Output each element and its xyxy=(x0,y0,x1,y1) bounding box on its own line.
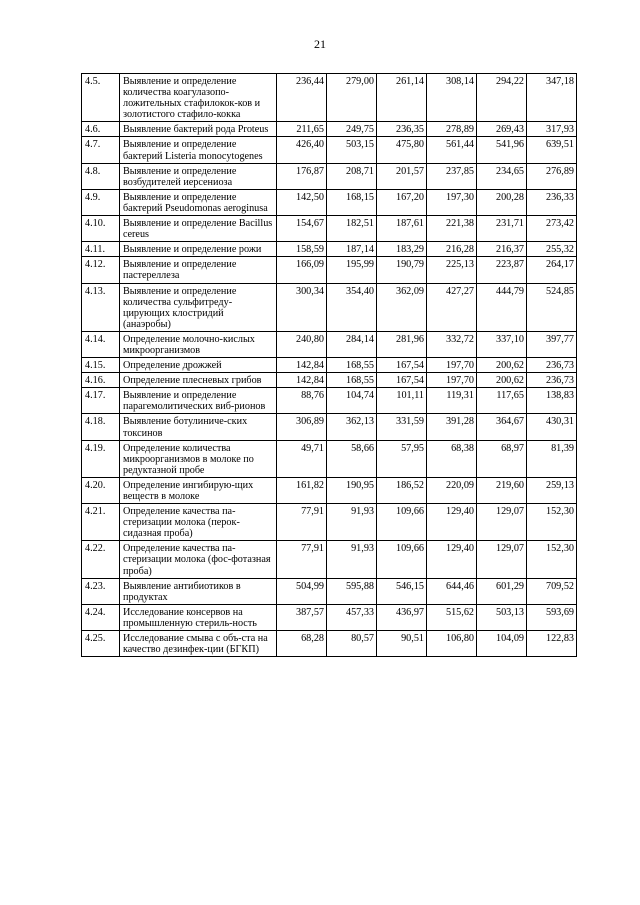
price-cell: 236,44 xyxy=(277,74,327,122)
price-cell: 593,69 xyxy=(527,604,577,630)
table-row xyxy=(82,358,577,373)
row-number: 4.5. xyxy=(82,74,120,122)
row-number: 4.11. xyxy=(82,242,120,257)
price-cell: 426,40 xyxy=(277,137,327,163)
service-name: Выявление и определение количества сульфитреду-цирующих клостридий (анаэробы) xyxy=(120,283,277,331)
price-cell: 231,71 xyxy=(477,216,527,242)
row-number: 4.13. xyxy=(82,283,120,331)
price-cell: 88,76 xyxy=(277,388,327,414)
row-number: 4.6. xyxy=(82,122,120,137)
page-number: 21 xyxy=(314,37,326,51)
table-row xyxy=(82,163,577,189)
price-cell: 300,34 xyxy=(277,283,327,331)
row-number: 4.18. xyxy=(82,414,120,440)
price-cell: 154,67 xyxy=(277,216,327,242)
price-cell: 281,96 xyxy=(377,331,427,357)
table-row xyxy=(82,74,577,122)
price-cell: 142,50 xyxy=(277,189,327,215)
price-cell: 166,09 xyxy=(277,257,327,283)
service-name: Определение молочно-кислых микроорганизмов xyxy=(120,331,277,357)
price-cell: 331,59 xyxy=(377,414,427,440)
price-cell: 223,87 xyxy=(477,257,527,283)
price-cell: 237,85 xyxy=(427,163,477,189)
price-cell: 284,14 xyxy=(327,331,377,357)
price-cell: 152,30 xyxy=(527,504,577,541)
price-cell: 364,67 xyxy=(477,414,527,440)
price-cell: 129,07 xyxy=(477,541,527,578)
price-cell: 457,33 xyxy=(327,604,377,630)
price-cell: 219,60 xyxy=(477,477,527,503)
table-row xyxy=(82,388,577,414)
price-cell: 211,65 xyxy=(277,122,327,137)
price-cell: 195,99 xyxy=(327,257,377,283)
price-cell: 80,57 xyxy=(327,631,377,657)
price-cell: 168,55 xyxy=(327,358,377,373)
price-cell: 475,80 xyxy=(377,137,427,163)
price-cell: 158,59 xyxy=(277,242,327,257)
price-cell: 176,87 xyxy=(277,163,327,189)
price-cell: 101,11 xyxy=(377,388,427,414)
price-cell: 91,93 xyxy=(327,541,377,578)
price-cell: 427,27 xyxy=(427,283,477,331)
table-row xyxy=(82,440,577,477)
price-cell: 187,61 xyxy=(377,216,427,242)
price-cell: 308,14 xyxy=(427,74,477,122)
price-cell: 68,97 xyxy=(477,440,527,477)
service-name: Определение качества па-стеризации молока (фос-фотазная проба) xyxy=(120,541,277,578)
price-cell: 561,44 xyxy=(427,137,477,163)
price-cell: 122,83 xyxy=(527,631,577,657)
price-cell: 167,54 xyxy=(377,358,427,373)
price-cell: 354,40 xyxy=(327,283,377,331)
price-cell: 91,93 xyxy=(327,504,377,541)
price-cell: 236,35 xyxy=(377,122,427,137)
price-cell: 167,20 xyxy=(377,189,427,215)
service-name: Выявление и определение бактерий Listeria monocytogenes xyxy=(120,137,277,163)
row-number: 4.14. xyxy=(82,331,120,357)
service-name: Выявление и определение количества коагулазопо-ложительных стафилокок-ков и золотистого стафило-кокка xyxy=(120,74,277,122)
price-cell: 387,57 xyxy=(277,604,327,630)
service-name: Выявление и определение парагемолитических виб-рионов xyxy=(120,388,277,414)
row-number: 4.9. xyxy=(82,189,120,215)
price-cell: 347,18 xyxy=(527,74,577,122)
price-cell: 187,14 xyxy=(327,242,377,257)
price-cell: 57,95 xyxy=(377,440,427,477)
table-row xyxy=(82,137,577,163)
price-cell: 182,51 xyxy=(327,216,377,242)
price-cell: 142,84 xyxy=(277,373,327,388)
price-cell: 595,88 xyxy=(327,578,377,604)
price-cell: 317,93 xyxy=(527,122,577,137)
price-cell: 197,30 xyxy=(427,189,477,215)
price-cell: 200,28 xyxy=(477,189,527,215)
price-cell: 183,29 xyxy=(377,242,427,257)
price-cell: 503,13 xyxy=(477,604,527,630)
price-cell: 106,80 xyxy=(427,631,477,657)
service-name: Выявление ботулиниче-ских токсинов xyxy=(120,414,277,440)
row-number: 4.15. xyxy=(82,358,120,373)
price-cell: 273,42 xyxy=(527,216,577,242)
table-row xyxy=(82,477,577,503)
table-row xyxy=(82,122,577,137)
table-row xyxy=(82,216,577,242)
price-cell: 276,89 xyxy=(527,163,577,189)
price-cell: 234,65 xyxy=(477,163,527,189)
price-cell: 117,65 xyxy=(477,388,527,414)
price-cell: 81,39 xyxy=(527,440,577,477)
price-cell: 436,97 xyxy=(377,604,427,630)
price-cell: 152,30 xyxy=(527,541,577,578)
price-cell: 255,32 xyxy=(527,242,577,257)
price-cell: 264,17 xyxy=(527,257,577,283)
price-cell: 644,46 xyxy=(427,578,477,604)
row-number: 4.10. xyxy=(82,216,120,242)
price-cell: 397,77 xyxy=(527,331,577,357)
price-cell: 220,09 xyxy=(427,477,477,503)
price-cell: 190,95 xyxy=(327,477,377,503)
price-cell: 201,57 xyxy=(377,163,427,189)
service-name: Выявление бактерий рода Proteus xyxy=(120,122,277,137)
service-name: Выявление антибиотиков в продуктах xyxy=(120,578,277,604)
row-number: 4.21. xyxy=(82,504,120,541)
price-cell: 104,09 xyxy=(477,631,527,657)
price-cell: 216,28 xyxy=(427,242,477,257)
table-row xyxy=(82,541,577,578)
price-cell: 430,31 xyxy=(527,414,577,440)
row-number: 4.23. xyxy=(82,578,120,604)
row-number: 4.17. xyxy=(82,388,120,414)
price-cell: 709,52 xyxy=(527,578,577,604)
price-cell: 639,51 xyxy=(527,137,577,163)
price-cell: 391,28 xyxy=(427,414,477,440)
price-cell: 261,14 xyxy=(377,74,427,122)
price-cell: 249,75 xyxy=(327,122,377,137)
price-cell: 225,13 xyxy=(427,257,477,283)
price-cell: 221,38 xyxy=(427,216,477,242)
price-cell: 269,43 xyxy=(477,122,527,137)
price-cell: 259,13 xyxy=(527,477,577,503)
row-number: 4.7. xyxy=(82,137,120,163)
price-cell: 515,62 xyxy=(427,604,477,630)
price-cell: 197,70 xyxy=(427,373,477,388)
price-cell: 200,62 xyxy=(477,373,527,388)
row-number: 4.12. xyxy=(82,257,120,283)
table-row xyxy=(82,604,577,630)
price-cell: 240,80 xyxy=(277,331,327,357)
price-cell: 58,66 xyxy=(327,440,377,477)
row-number: 4.22. xyxy=(82,541,120,578)
service-name: Исследование консервов на промышленную стериль-ность xyxy=(120,604,277,630)
price-cell: 104,74 xyxy=(327,388,377,414)
table-row xyxy=(82,373,577,388)
table-row xyxy=(82,631,577,657)
price-cell: 200,62 xyxy=(477,358,527,373)
service-name: Выявление и определение рожи xyxy=(120,242,277,257)
service-name: Выявление и определение Bacillus cereus xyxy=(120,216,277,242)
price-cell: 77,91 xyxy=(277,504,327,541)
price-cell: 138,83 xyxy=(527,388,577,414)
price-cell: 167,54 xyxy=(377,373,427,388)
price-cell: 161,82 xyxy=(277,477,327,503)
table-row xyxy=(82,331,577,357)
price-cell: 129,40 xyxy=(427,541,477,578)
price-cell: 119,31 xyxy=(427,388,477,414)
price-cell: 601,29 xyxy=(477,578,527,604)
price-cell: 90,51 xyxy=(377,631,427,657)
price-cell: 216,37 xyxy=(477,242,527,257)
price-cell: 77,91 xyxy=(277,541,327,578)
service-name: Выявление и определение бактерий Pseudomonas aeroginusa xyxy=(120,189,277,215)
price-cell: 503,15 xyxy=(327,137,377,163)
price-cell: 68,38 xyxy=(427,440,477,477)
row-number: 4.16. xyxy=(82,373,120,388)
table-row xyxy=(82,189,577,215)
price-cell: 236,73 xyxy=(527,358,577,373)
row-number: 4.20. xyxy=(82,477,120,503)
service-name: Определение качества па-стеризации молока (перок-сидазная проба) xyxy=(120,504,277,541)
price-cell: 362,13 xyxy=(327,414,377,440)
service-name: Исследование смыва с объ-ста на качество дезинфек-ции (БГКП) xyxy=(120,631,277,657)
price-cell: 129,40 xyxy=(427,504,477,541)
price-cell: 362,09 xyxy=(377,283,427,331)
price-cell: 168,55 xyxy=(327,373,377,388)
price-cell: 279,00 xyxy=(327,74,377,122)
row-number: 4.25. xyxy=(82,631,120,657)
table-row xyxy=(82,504,577,541)
price-cell: 142,84 xyxy=(277,358,327,373)
row-number: 4.19. xyxy=(82,440,120,477)
price-cell: 190,79 xyxy=(377,257,427,283)
price-table xyxy=(81,73,577,657)
service-name: Выявление и определение возбудителей иерсениоза xyxy=(120,163,277,189)
price-table-body xyxy=(82,74,577,657)
row-number: 4.24. xyxy=(82,604,120,630)
price-cell: 444,79 xyxy=(477,283,527,331)
table-row xyxy=(82,414,577,440)
price-cell: 306,89 xyxy=(277,414,327,440)
table-row xyxy=(82,257,577,283)
price-cell: 129,07 xyxy=(477,504,527,541)
price-cell: 186,52 xyxy=(377,477,427,503)
price-cell: 68,28 xyxy=(277,631,327,657)
table-row xyxy=(82,578,577,604)
price-cell: 109,66 xyxy=(377,504,427,541)
price-cell: 504,99 xyxy=(277,578,327,604)
price-cell: 49,71 xyxy=(277,440,327,477)
price-cell: 332,72 xyxy=(427,331,477,357)
price-cell: 524,85 xyxy=(527,283,577,331)
service-name: Определение плесневых грибов xyxy=(120,373,277,388)
price-cell: 208,71 xyxy=(327,163,377,189)
price-cell: 197,70 xyxy=(427,358,477,373)
price-cell: 168,15 xyxy=(327,189,377,215)
price-cell: 294,22 xyxy=(477,74,527,122)
row-number: 4.8. xyxy=(82,163,120,189)
table-row xyxy=(82,283,577,331)
price-cell: 278,89 xyxy=(427,122,477,137)
price-cell: 236,73 xyxy=(527,373,577,388)
service-name: Выявление и определение пастереллеза xyxy=(120,257,277,283)
price-cell: 541,96 xyxy=(477,137,527,163)
service-name: Определение количества микроорганизмов в молоке по редуктазной пробе xyxy=(120,440,277,477)
service-name: Определение ингибирую-щих веществ в молоке xyxy=(120,477,277,503)
price-cell: 337,10 xyxy=(477,331,527,357)
table-row xyxy=(82,242,577,257)
service-name: Определение дрожжей xyxy=(120,358,277,373)
price-cell: 546,15 xyxy=(377,578,427,604)
price-cell: 109,66 xyxy=(377,541,427,578)
price-cell: 236,33 xyxy=(527,189,577,215)
